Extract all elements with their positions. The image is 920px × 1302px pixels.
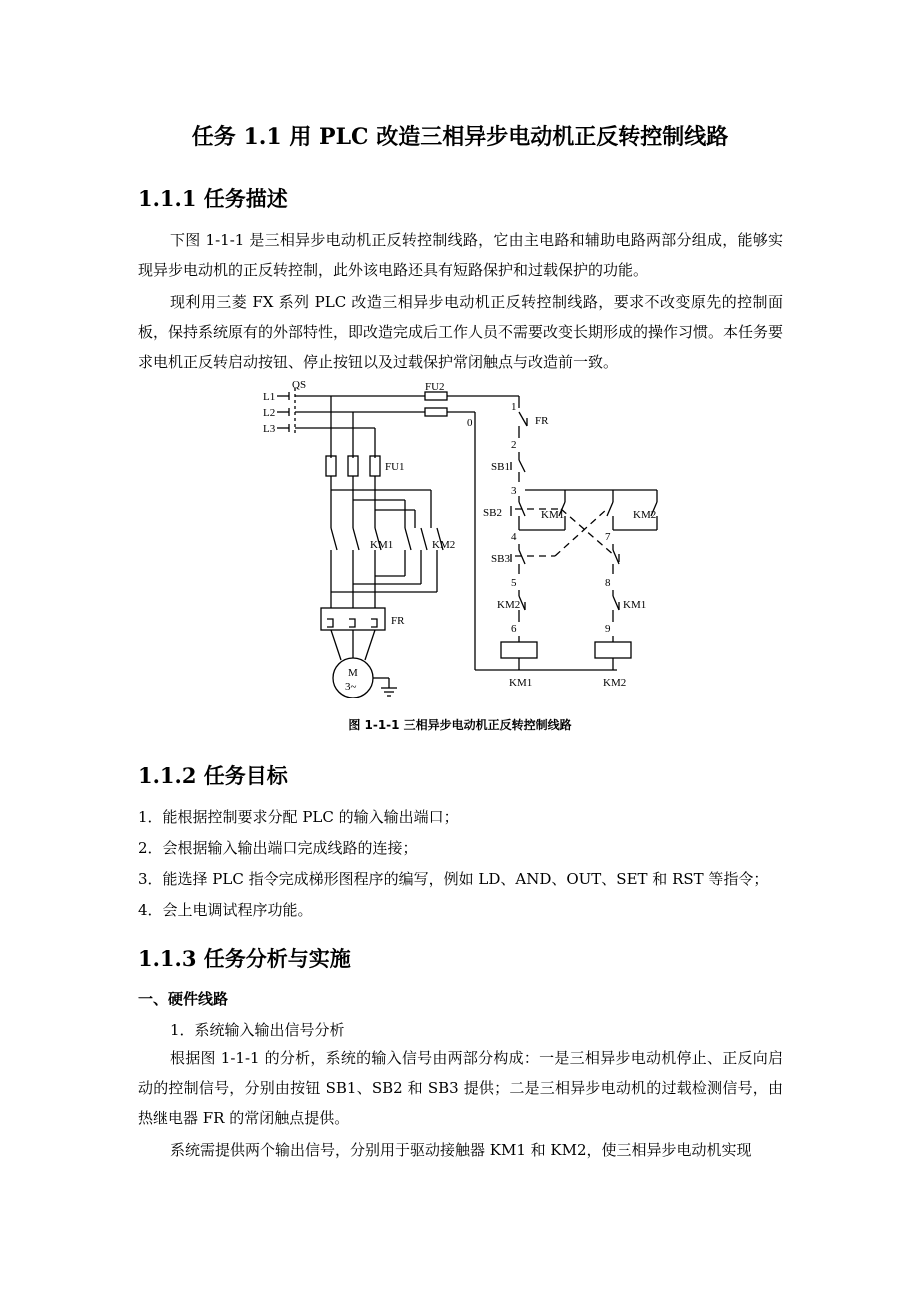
- label-L3: L3: [263, 423, 276, 435]
- label-KM2-coil: KM2: [603, 677, 627, 689]
- list-item: 4．会上电调试程序功能。: [138, 901, 313, 919]
- subheading-io-analysis: 1．系统输入输出信号分析: [170, 1021, 345, 1039]
- label-KM2-nc: KM2: [497, 599, 521, 611]
- label-QS: QS: [292, 379, 307, 391]
- paragraph: 现利用三菱 FX 系列 PLC 改造三相异步电动机正反转控制线路，要求不改变原先的控制面板，保持系统原有的外部特性，即改造完成后工作人员不需要改变长期形成的操作习惯。本任务要求电机正反转启动按钮、停止按钮以及过载保护常闭触点与改造前一致。: [138, 293, 784, 371]
- section-heading-task-goals: 1.1.2 任务目标: [138, 763, 288, 788]
- page-title: 任务 1.1 用 PLC 改造三相异步电动机正反转控制线路: [191, 124, 729, 150]
- label-node-3: 3: [511, 485, 517, 497]
- label-KM2-hold: KM2: [633, 509, 657, 521]
- label-L2: L2: [263, 407, 276, 419]
- label-KM1-coil: KM1: [509, 677, 533, 689]
- label-KM2-main: KM2: [432, 539, 456, 551]
- label-FU1: FU1: [385, 461, 405, 473]
- label-FU2: FU2: [425, 381, 445, 393]
- label-node-2: 2: [511, 439, 517, 451]
- label-node-4: 4: [511, 531, 517, 543]
- label-node-7: 7: [605, 531, 611, 543]
- circuit-diagram: [255, 378, 675, 698]
- list-item: 1．能根据控制要求分配 PLC 的输入输出端口；: [138, 808, 459, 826]
- main-circuit: [263, 379, 455, 698]
- list-item: 2．会根据输入输出端口完成线路的连接；: [138, 839, 418, 857]
- section-heading-task-analysis: 1.1.3 任务分析与实施: [138, 946, 351, 971]
- label-SB2: SB2: [483, 507, 502, 519]
- label-node-1: 1: [511, 401, 517, 413]
- label-motor-M: M: [348, 667, 358, 679]
- label-node-9: 9: [605, 623, 611, 635]
- label-FR-main: FR: [391, 615, 405, 627]
- figure-caption: 图 1-1-1 三相异步电动机正反转控制线路: [348, 718, 572, 732]
- label-FR-ctrl: FR: [535, 415, 549, 427]
- label-motor-phase: 3~: [345, 681, 357, 693]
- label-KM1-main: KM1: [370, 539, 394, 551]
- label-node-5: 5: [511, 577, 517, 589]
- paragraph: 根据图 1-1-1 的分析，系统的输入信号由两部分构成：一是三相异步电动机停止、正反向启动的控制信号，分别由按钮 SB1、SB2 和 SB3 提供；二是三相异步电动机的过载检测信号，由热继电器 FR 的常闭触点提供。: [138, 1049, 783, 1127]
- label-SB1: SB1: [491, 461, 510, 473]
- subheading-hardware: 一、硬件线路: [138, 990, 229, 1008]
- paragraph: 下图 1-1-1 是三相异步电动机正反转控制线路，它由主电路和辅助电路两部分组成，能够实现异步电动机的正反转控制，此外该电路还具有短路保护和过载保护的功能。: [138, 231, 783, 279]
- label-node-8: 8: [605, 577, 611, 589]
- list-item: 3．能选择 PLC 指令完成梯形图程序的编写，例如 LD、AND、OUT、SET 和 RST 等指令；: [138, 870, 769, 888]
- label-node-6: 6: [511, 623, 517, 635]
- label-KM1-nc: KM1: [623, 599, 647, 611]
- control-circuit: [425, 381, 657, 689]
- label-L1: L1: [263, 391, 276, 403]
- section-heading-task-description: 1.1.1 任务描述: [138, 186, 288, 211]
- label-KM1-hold: KM1: [541, 509, 565, 521]
- label-SB3: SB3: [491, 553, 510, 565]
- paragraph: 系统需提供两个输出信号，分别用于驱动接触器 KM1 和 KM2，使三相异步电动机实现: [170, 1141, 752, 1159]
- label-node-0: 0: [467, 417, 473, 429]
